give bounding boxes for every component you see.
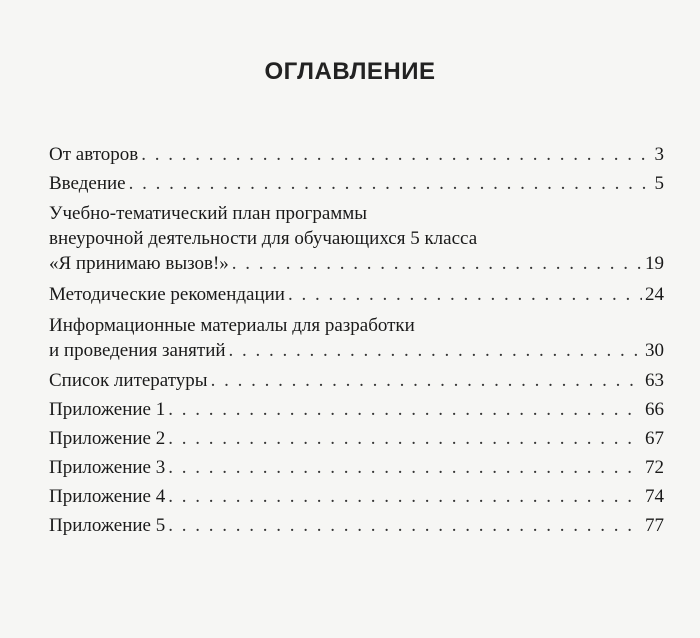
toc-entry[interactable] xyxy=(49,171,664,196)
page-title: ОГЛАВЛЕНИЕ xyxy=(264,58,436,85)
dot-leader xyxy=(168,513,642,538)
toc-entry-title-line: Учебно-тематический план программы xyxy=(49,203,368,224)
dot-leader xyxy=(229,338,642,363)
toc-entry[interactable] xyxy=(49,368,664,393)
dot-leader xyxy=(141,142,651,167)
toc-entry[interactable] xyxy=(49,426,664,451)
toc-page-number: 3 xyxy=(654,144,664,165)
table-of-contents xyxy=(49,142,664,538)
toc-page-number: 63 xyxy=(645,370,664,391)
dot-leader xyxy=(168,426,642,451)
toc-page-number: 24 xyxy=(645,284,664,305)
dot-leader xyxy=(211,368,642,393)
dot-leader xyxy=(129,171,652,196)
toc-entry-title-line: внеурочной деятельности для обучающихся 5 класса xyxy=(49,228,478,249)
dot-leader xyxy=(168,397,642,422)
toc-entry[interactable] xyxy=(49,282,664,307)
toc-page-number: 72 xyxy=(645,457,664,478)
toc-entry[interactable] xyxy=(49,142,664,167)
toc-entry-title-line: и проведения занятий xyxy=(49,340,226,361)
toc-entry[interactable] xyxy=(49,313,664,363)
toc-page-number: 19 xyxy=(645,253,664,274)
toc-page-number: 77 xyxy=(645,515,664,536)
toc-entry[interactable] xyxy=(49,484,664,509)
toc-page-number: 66 xyxy=(645,399,664,420)
toc-page-number: 5 xyxy=(654,173,664,194)
toc-entry-title: Список литературы xyxy=(49,370,208,391)
toc-entry-title-line: «Я принимаю вызов!» xyxy=(49,253,229,274)
toc-entry-title: Приложение 4 xyxy=(49,486,166,507)
toc-entry[interactable] xyxy=(49,513,664,538)
toc-page-number: 74 xyxy=(645,486,664,507)
toc-page-number: 30 xyxy=(645,340,664,361)
toc-entry[interactable] xyxy=(49,455,664,480)
toc-entry-title: От авторов xyxy=(49,144,139,165)
toc-entry-title: Приложение 1 xyxy=(49,399,166,420)
dot-leader xyxy=(168,455,642,480)
toc-entry-title: Приложение 2 xyxy=(49,428,166,449)
toc-entry-title: Приложение 5 xyxy=(49,515,166,536)
dot-leader xyxy=(168,484,642,509)
toc-entry[interactable] xyxy=(49,201,664,276)
toc-entry-title: Введение xyxy=(49,173,126,194)
toc-entry[interactable] xyxy=(49,397,664,422)
dot-leader xyxy=(288,282,642,307)
toc-entry-title: Методические рекомендации xyxy=(49,284,285,305)
toc-page-number: 67 xyxy=(645,428,664,449)
toc-entry-title: Приложение 3 xyxy=(49,457,166,478)
dot-leader xyxy=(232,251,642,276)
toc-entry-title-line: Информационные материалы для разработки xyxy=(49,315,415,336)
